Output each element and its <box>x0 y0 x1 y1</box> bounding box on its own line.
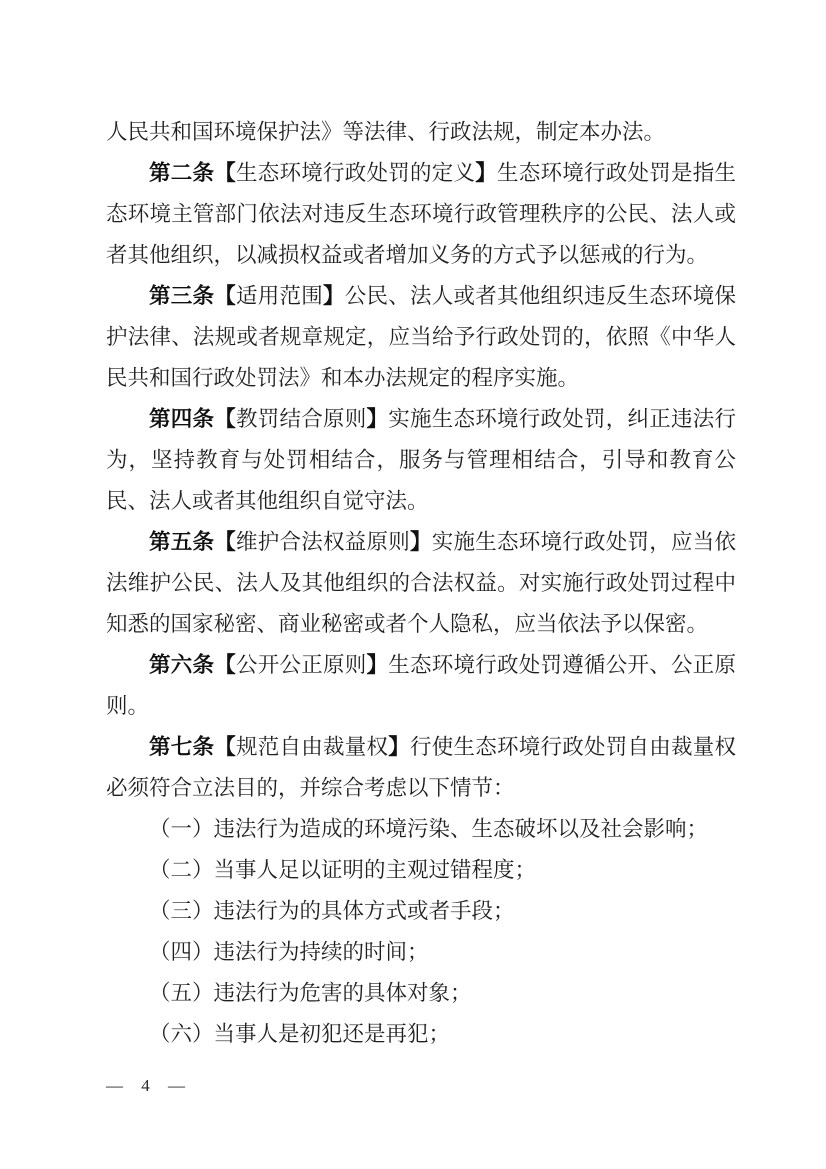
list-item-text: （五）违法行为危害的具体对象； <box>149 981 472 1005</box>
page-footer <box>106 1076 187 1096</box>
continuation-paragraph <box>106 112 736 153</box>
bracket-open: 【 <box>214 735 236 759</box>
bracket-close: 】 <box>409 530 432 554</box>
bracket-close: 】 <box>366 653 389 677</box>
article-number: 第四条 <box>149 407 215 431</box>
article-paragraph <box>106 153 736 276</box>
body-text: 生态环境行政处罚是指生态环境主管部门依法对违反生态环境行政管理秩序的公民、法人或者其他组织，以减损权益或者增加义务的方式予以惩戒的行为。 <box>106 161 736 267</box>
list-item <box>106 891 736 932</box>
bracket-open: 【 <box>214 653 236 677</box>
bracket-close: 】 <box>323 284 345 308</box>
list-item <box>106 809 736 850</box>
list-item <box>106 1014 736 1055</box>
article-paragraph <box>106 522 736 645</box>
list-item-text: （二）当事人足以证明的主观过错程度； <box>149 858 537 882</box>
list-item <box>106 973 736 1014</box>
body-text: 生态环境行政处罚遵循公开、公正原则。 <box>106 653 736 718</box>
bracket-close: 】 <box>475 161 497 185</box>
list-item <box>106 850 736 891</box>
article-paragraph <box>106 276 736 399</box>
article-title: 适用范围 <box>236 284 323 308</box>
bracket-close: 】 <box>388 735 410 759</box>
article-paragraph <box>106 727 736 809</box>
list-item-text: （一）违法行为造成的环境污染、生态破坏以及社会影响； <box>149 817 709 841</box>
article-number: 第六条 <box>149 653 215 677</box>
bracket-close: 】 <box>366 407 389 431</box>
body-text: 实施生态环境行政处罚，应当依法维护公民、法人及其他组织的合法权益。对实施行政处罚过程中知悉的国家秘密、商业秘密或者个人隐私，应当依法予以保密。 <box>106 530 736 636</box>
page-number: — 4 — <box>106 1076 187 1095</box>
article-title: 教罚结合原则 <box>236 407 367 431</box>
body-text: 行使生态环境行政处罚自由裁量权必须符合立法目的，并综合考虑以下情节： <box>106 735 736 800</box>
bracket-open: 【 <box>214 407 236 431</box>
body-text: 人民共和国环境保护法》等法律、行政法规，制定本办法。 <box>106 120 666 144</box>
article-number: 第三条 <box>149 284 215 308</box>
article-title: 维护合法权益原则 <box>236 530 410 554</box>
article-number: 第七条 <box>149 735 215 759</box>
body-text: 公民、法人或者其他组织违反生态环境保护法律、法规或者规章规定，应当给予行政处罚的，依照《中华人民共和国行政处罚法》和本办法规定的程序实施。 <box>106 284 736 390</box>
bracket-open: 【 <box>214 284 236 308</box>
article-paragraph <box>106 645 736 727</box>
article-paragraph <box>106 399 736 522</box>
body-text: 实施生态环境行政处罚，纠正违法行为，坚持教育与处罚相结合，服务与管理相结合，引导和教育公民、法人或者其他组织自觉守法。 <box>106 407 736 513</box>
document-body <box>106 112 736 1055</box>
article-title: 规范自由裁量权 <box>236 735 389 759</box>
bracket-open: 【 <box>214 161 236 185</box>
list-item-text: （三）违法行为的具体方式或者手段； <box>149 899 515 923</box>
list-item-text: （六）当事人是初犯还是再犯； <box>149 1022 451 1046</box>
list-item-text: （四）违法行为持续的时间； <box>149 940 429 964</box>
article-title: 生态环境行政处罚的定义 <box>236 161 476 185</box>
article-number: 第五条 <box>149 530 215 554</box>
article-number: 第二条 <box>149 161 215 185</box>
bracket-open: 【 <box>214 530 236 554</box>
list-item <box>106 932 736 973</box>
article-title: 公开公正原则 <box>236 653 367 677</box>
